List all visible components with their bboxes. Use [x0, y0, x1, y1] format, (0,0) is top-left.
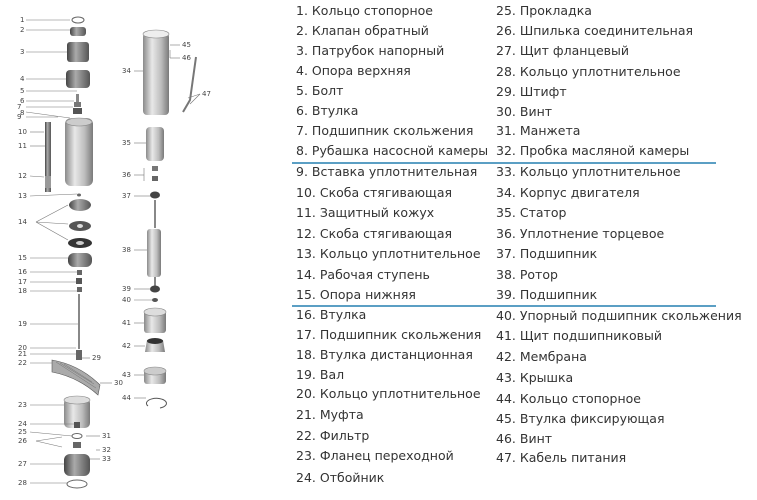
svg-text:39: 39	[122, 285, 131, 293]
svg-text:35: 35	[122, 139, 131, 147]
list-item: 23. Фланец переходной	[296, 448, 454, 463]
svg-text:31: 31	[102, 432, 111, 440]
list-item: 8. Рубашка насосной камеры	[296, 143, 489, 158]
svg-text:6: 6	[20, 97, 25, 105]
list-item: 10. Скоба стягивающая	[296, 185, 453, 200]
svg-text:12: 12	[18, 172, 27, 180]
list-item: 33. Кольцо уплотнительное	[496, 164, 681, 179]
svg-text:17: 17	[18, 278, 27, 286]
svg-text:47: 47	[202, 90, 211, 98]
svg-text:23: 23	[18, 401, 27, 409]
svg-text:25: 25	[18, 428, 27, 436]
svg-text:20: 20	[18, 344, 27, 352]
svg-text:26: 26	[18, 437, 27, 445]
list-item: 22. Фильтр	[296, 428, 370, 443]
list-item: 13. Кольцо уплотнительное	[296, 246, 481, 261]
svg-text:10: 10	[18, 128, 27, 136]
list-item: 15. Опора нижняя	[296, 287, 416, 302]
pump-assembly	[45, 17, 100, 488]
pump-exploded-diagram	[0, 0, 290, 500]
svg-text:42: 42	[122, 342, 131, 350]
list-item: 37. Подшипник	[496, 246, 598, 261]
list-item: 14. Рабочая ступень	[296, 267, 430, 282]
svg-text:3: 3	[20, 48, 25, 56]
svg-text:37: 37	[122, 192, 131, 200]
svg-text:24: 24	[18, 420, 27, 428]
list-item: 17. Подшипник скольжения	[296, 327, 482, 342]
list-item: 32. Пробка масляной камеры	[496, 143, 690, 158]
list-item: 42. Мембрана	[496, 349, 587, 364]
list-item: 20. Кольцо уплотнительное	[296, 386, 481, 401]
section-divider-pump	[292, 162, 716, 164]
svg-text:7: 7	[17, 103, 22, 111]
svg-text:38: 38	[122, 246, 131, 254]
list-item: 5. Болт	[296, 83, 344, 98]
list-item: 18. Втулка дистанционная	[296, 347, 473, 362]
list-item: 47. Кабель питания	[496, 450, 627, 465]
list-item: 45. Втулка фиксирующая	[496, 411, 665, 426]
list-item: 3. Патрубок напорный	[296, 43, 445, 58]
svg-text:19: 19	[18, 320, 27, 328]
list-item: 2. Клапан обратный	[296, 23, 429, 38]
section-divider-motor	[292, 305, 716, 307]
list-item: 43. Крышка	[496, 370, 574, 385]
list-item: 38. Ротор	[496, 267, 558, 282]
svg-text:43: 43	[122, 371, 131, 379]
svg-text:14: 14	[18, 218, 27, 226]
svg-text:1: 1	[20, 16, 25, 24]
svg-text:22: 22	[18, 359, 27, 367]
svg-text:9: 9	[17, 113, 22, 121]
list-item: 7. Подшипник скольжения	[296, 123, 474, 138]
svg-text:33: 33	[102, 455, 111, 463]
list-item: 30. Винт	[496, 104, 553, 119]
list-item: 24. Отбойник	[296, 470, 385, 485]
list-item: 6. Втулка	[296, 103, 359, 118]
svg-text:36: 36	[122, 171, 131, 179]
svg-text:28: 28	[18, 479, 27, 487]
list-item: 4. Опора верхняя	[296, 63, 411, 78]
svg-text:27: 27	[18, 460, 27, 468]
svg-text:11: 11	[18, 142, 27, 150]
motor-assembly	[143, 30, 196, 408]
svg-text:13: 13	[18, 192, 27, 200]
list-item: 27. Щит фланцевый	[496, 43, 629, 58]
list-item: 28. Кольцо уплотнительное	[496, 64, 681, 79]
list-item: 35. Статор	[496, 205, 567, 220]
svg-text:15: 15	[18, 254, 27, 262]
list-item: 12. Скоба стягивающая	[296, 226, 453, 241]
svg-text:34: 34	[122, 67, 131, 75]
svg-text:2: 2	[20, 26, 25, 34]
list-item: 29. Штифт	[496, 84, 567, 99]
svg-text:46: 46	[182, 54, 191, 62]
list-item: 19. Вал	[296, 367, 345, 382]
list-item: 1. Кольцо стопорное	[296, 3, 433, 18]
svg-text:44: 44	[122, 394, 131, 402]
svg-text:5: 5	[20, 87, 25, 95]
list-item: 9. Вставка уплотнительная	[296, 164, 478, 179]
list-item: 44. Кольцо стопорное	[496, 391, 641, 406]
list-item: 26. Шпилька соединительная	[496, 23, 694, 38]
list-item: 36. Уплотнение торцевое	[496, 226, 665, 241]
svg-text:45: 45	[182, 41, 191, 49]
list-item: 31. Манжета	[496, 123, 581, 138]
svg-text:21: 21	[18, 350, 27, 358]
svg-text:29: 29	[92, 354, 101, 362]
list-item: 21. Муфта	[296, 407, 364, 422]
list-item: 16. Втулка	[296, 307, 367, 322]
svg-text:32: 32	[102, 446, 111, 454]
svg-text:4: 4	[20, 75, 25, 83]
svg-text:18: 18	[18, 287, 27, 295]
list-item: 41. Щит подшипниковый	[496, 328, 662, 343]
svg-text:30: 30	[114, 379, 123, 387]
list-item: 40. Упорный подшипник скольжения	[496, 308, 742, 323]
svg-text:40: 40	[122, 296, 131, 304]
list-item: 34. Корпус двигателя	[496, 185, 640, 200]
svg-text:16: 16	[18, 268, 27, 276]
list-item: 25. Прокладка	[496, 3, 592, 18]
list-item: 11. Защитный кожух	[296, 205, 435, 220]
list-item: 46. Винт	[496, 431, 553, 446]
svg-text:8: 8	[20, 109, 25, 117]
svg-text:41: 41	[122, 319, 131, 327]
list-item: 39. Подшипник	[496, 287, 598, 302]
